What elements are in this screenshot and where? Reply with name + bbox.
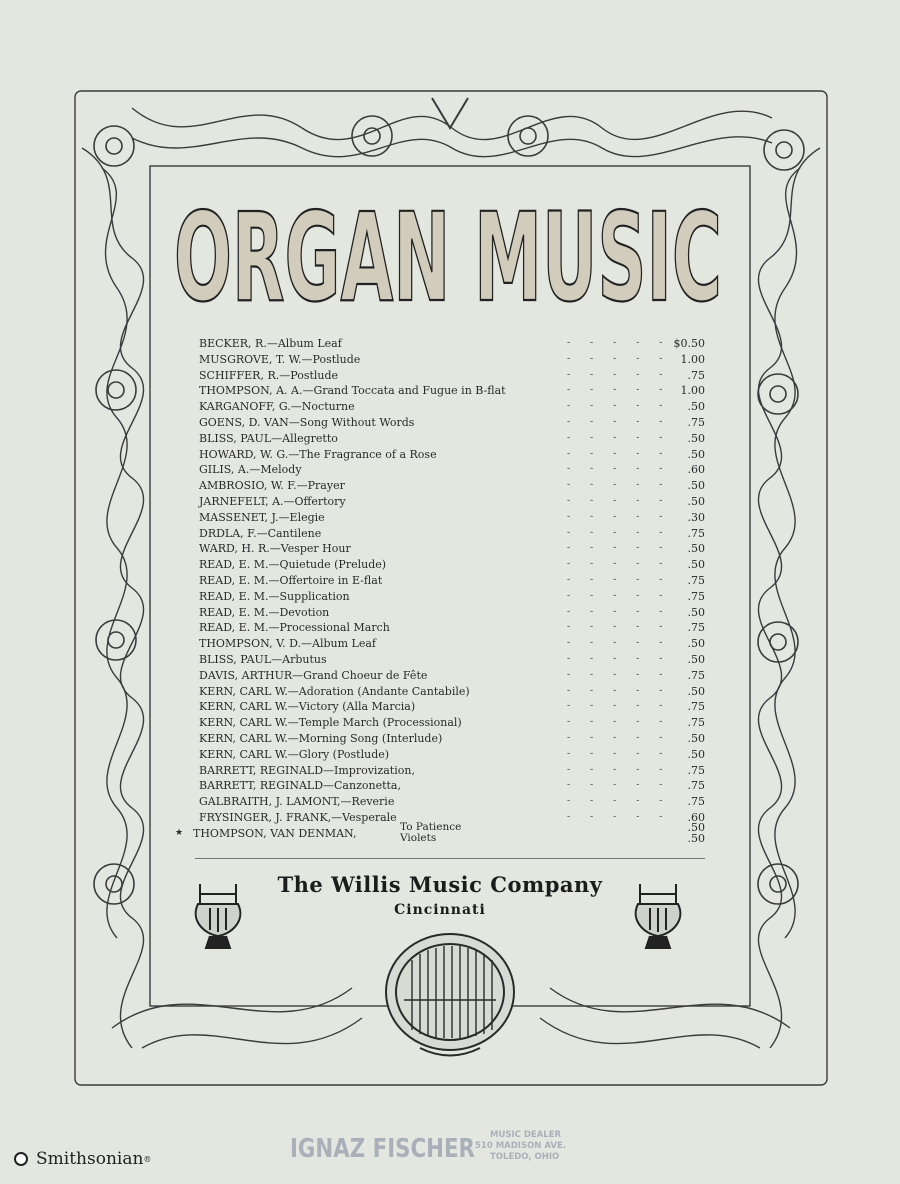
catalog-row (175, 415, 705, 431)
leader-dashes: - - - - - (567, 338, 663, 348)
catalog-entry: READ, E. M.—Offertoire in E-flat (199, 573, 383, 587)
leader-dashes: - - - - - (567, 606, 663, 617)
catalog-entry: GOENS, D. VAN—Song Without Words (199, 415, 415, 429)
leader-dashes: - - - - - (567, 432, 663, 443)
catalog-row (175, 573, 705, 589)
stamp-name: IGNAZ FISCHER (290, 1134, 475, 1164)
catalog-price: .75 (687, 415, 705, 429)
catalog-row (175, 794, 705, 810)
catalog-price: .75 (687, 668, 705, 682)
catalog-price: .75 (687, 795, 705, 809)
catalog-row (175, 383, 705, 399)
catalog-entry: THOMPSON, VAN DENMAN, (193, 826, 357, 840)
leader-dashes: - - - - - (567, 559, 663, 570)
leader-dashes: - - - - - (567, 416, 663, 427)
leader-dashes: - - - - - (567, 638, 663, 649)
catalog-entry: MUSGROVE, T. W.—Postlude (199, 352, 361, 366)
catalog-entry: KERN, CARL W.—Morning Song (Interlude) (199, 731, 443, 745)
smithsonian-watermark: Smithsonian ® (14, 1148, 151, 1170)
leader-dashes: - - - - - (567, 732, 663, 743)
catalog-price: .75 (687, 621, 705, 635)
leader-dashes: - - - - - (567, 701, 663, 712)
catalog-price: .50 (687, 652, 705, 666)
catalog-price: .50 (687, 431, 705, 445)
leader-dashes: - - - - - (567, 574, 663, 585)
catalog-row (175, 336, 705, 352)
catalog-row (175, 715, 705, 731)
catalog-row (175, 462, 705, 478)
catalog-entry: HOWARD, W. G.—The Fragrance of a Rose (199, 447, 437, 461)
catalog-row (175, 636, 705, 652)
catalog-price: .75 (687, 573, 705, 587)
catalog-entry: KERN, CARL W.—Victory (Alla Marcia) (199, 700, 416, 714)
catalog-row (175, 526, 705, 542)
catalog-row (175, 399, 705, 415)
catalog-entry: KERN, CARL W.—Glory (Postlude) (199, 747, 390, 761)
publisher-city: Cincinnati (394, 902, 486, 918)
lyre-emblem-left-icon (190, 880, 246, 952)
leader-dashes: - - - - - (567, 543, 663, 554)
catalog-entry: MASSENET, J.—Elegie (199, 510, 325, 524)
leader-dashes: - - - - - (567, 717, 663, 728)
catalog-row (175, 763, 705, 779)
lyre-emblem-right-icon (630, 880, 686, 952)
catalog-row (175, 652, 705, 668)
leader-dashes: - - - - - (567, 764, 663, 775)
catalog-row (175, 447, 705, 463)
catalog-row (175, 510, 705, 526)
catalog-entry: READ, E. M.—Supplication (199, 589, 350, 603)
leader-dashes: - - - - - (567, 685, 663, 696)
leader-dashes: - - - - - (567, 353, 663, 364)
catalog-price: .60 (687, 463, 705, 477)
catalog-entry: KERN, CARL W.—Adoration (Andante Cantabile) (199, 684, 470, 698)
catalog-row (175, 668, 705, 684)
catalog-price: 1.00 (680, 352, 705, 366)
leader-dashes: - - - - - (567, 464, 663, 475)
catalog-entry: BARRETT, REGINALD—Canzonetta, (199, 779, 401, 793)
stamp-line-3: TOLEDO, OHIO (490, 1152, 560, 1162)
stamp-line-2: 510 MADISON AVE. (475, 1141, 566, 1151)
divider (195, 858, 705, 859)
catalog-price: .60 (687, 810, 705, 824)
catalog-entry: AMBROSIO, W. F.—Prayer (199, 479, 345, 493)
leader-dashes: - - - - - (567, 369, 663, 380)
dealer-stamp (290, 1126, 620, 1170)
catalog-price: .50 (687, 558, 705, 572)
catalog-entry: KERN, CARL W.—Temple March (Processional) (199, 716, 462, 730)
catalog-price: .50 (687, 447, 705, 461)
catalog-price: .50 (687, 479, 705, 493)
leader-dashes: - - - - - (567, 590, 663, 601)
catalog-price: .75 (687, 779, 705, 793)
catalog-entry: READ, E. M.—Quietude (Prelude) (199, 558, 387, 572)
catalog-entry: BLISS, PAUL—Arbutus (199, 652, 327, 666)
catalog-entry: BARRETT, REGINALD—Improvization, (199, 763, 415, 777)
leader-dashes: - - - - - (567, 653, 663, 664)
catalog-price: .50 (687, 684, 705, 698)
catalog-entry: GALBRAITH, J. LAMONT,—Reverie (199, 795, 395, 809)
leader-dashes: - - - - - (567, 669, 663, 680)
catalog-row (175, 557, 705, 573)
title-line-2: Violets (400, 831, 437, 844)
catalog-row (175, 368, 705, 384)
catalog-price: .75 (687, 763, 705, 777)
catalog-row-double (175, 820, 705, 848)
publisher-name: The Willis Music Company (277, 872, 603, 897)
catalog-row (175, 747, 705, 763)
catalog-price: $0.50 (673, 337, 705, 350)
leader-dashes: - - - - - (567, 401, 663, 412)
price-line-2: .50 (687, 831, 705, 845)
catalog-price: .30 (687, 510, 705, 524)
page-title (168, 188, 728, 318)
leader-dashes: - - - - - (567, 511, 663, 522)
catalog-row (175, 494, 705, 510)
catalog-price: .75 (687, 526, 705, 540)
catalog-row (175, 620, 705, 636)
leader-dashes: - - - - - (567, 796, 663, 807)
catalog-price: .50 (687, 400, 705, 414)
catalog-row (175, 478, 705, 494)
catalog-entry: JARNEFELT, A.—Offertory (199, 494, 346, 508)
leader-dashes: - - - - - (567, 748, 663, 759)
leader-dashes: - - - - - (567, 811, 663, 822)
title-text: ORGAN MUSIC (174, 188, 722, 318)
catalog-price: .75 (687, 700, 705, 714)
catalog-entry: GILIS, A.—Melody (199, 463, 302, 477)
catalog-entry: DAVIS, ARTHUR—Grand Choeur de Fête (199, 668, 428, 682)
catalog-entry: THOMPSON, V. D.—Album Leaf (199, 637, 376, 651)
catalog-price: .50 (687, 605, 705, 619)
catalog-price: .50 (687, 731, 705, 745)
catalog-row (175, 684, 705, 700)
catalog-price: .50 (687, 494, 705, 508)
catalog-price: .75 (687, 589, 705, 603)
catalog-price: .50 (687, 747, 705, 761)
catalog-row (175, 431, 705, 447)
catalog-entry: WARD, H. R.—Vesper Hour (199, 542, 351, 556)
catalog-price: .75 (687, 368, 705, 382)
catalog-entry: BECKER, R.—Album Leaf (199, 337, 342, 350)
catalog-row (175, 605, 705, 621)
catalog-entry: READ, E. M.—Processional March (199, 621, 390, 635)
leader-dashes: - - - - - (567, 780, 663, 791)
catalog-row (175, 731, 705, 747)
leader-dashes: - - - - - (567, 622, 663, 633)
catalog-entry: FRYSINGER, J. FRANK,—Vesperale (199, 810, 397, 824)
catalog-price: .50 (687, 637, 705, 651)
catalog-entry: KARGANOFF, G.—Nocturne (199, 400, 355, 414)
catalog-price: 1.00 (680, 384, 705, 398)
catalog-list (175, 336, 705, 848)
leader-dashes: - - - - - (567, 448, 663, 459)
leader-dashes: - - - - - (567, 480, 663, 491)
catalog-entry: DRDLA, F.—Cantilene (199, 526, 322, 540)
catalog-row (175, 778, 705, 794)
leader-dashes: - - - - - (567, 495, 663, 506)
catalog-entry: SCHIFFER, R.—Postlude (199, 368, 339, 382)
catalog-row (175, 352, 705, 368)
catalog-entry: BLISS, PAUL—Allegretto (199, 431, 338, 445)
leader-dashes: - - - - - (567, 527, 663, 538)
catalog-price: .75 (687, 716, 705, 730)
catalog-row (175, 589, 705, 605)
organ-pipes-icon (360, 930, 540, 1060)
smithsonian-label: Smithsonian (36, 1149, 144, 1169)
catalog-row (175, 699, 705, 715)
title-line-1: To Patience (400, 820, 462, 833)
catalog-entry: THOMPSON, A. A.—Grand Toccata and Fugue in B-flat (199, 384, 506, 398)
smithsonian-logo-icon (14, 1152, 28, 1166)
catalog-row (175, 541, 705, 557)
catalog-price: .50 (687, 542, 705, 556)
price-line-1: .50 (687, 820, 705, 834)
double-titles (400, 822, 461, 844)
catalog-entry: READ, E. M.—Devotion (199, 605, 330, 619)
star-icon: ★ (175, 827, 184, 838)
leader-dashes: - - - - - (567, 385, 663, 396)
stamp-line-1: MUSIC DEALER (490, 1130, 562, 1140)
double-prices (655, 822, 705, 844)
